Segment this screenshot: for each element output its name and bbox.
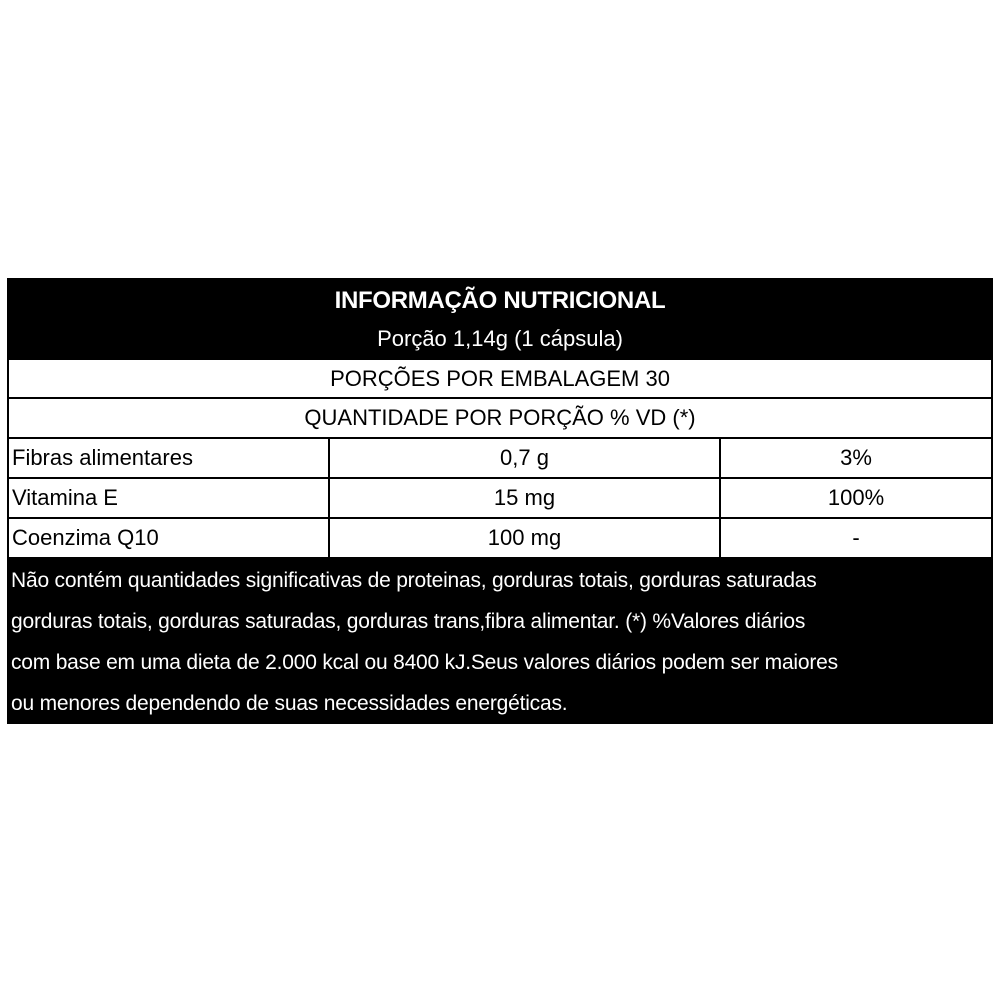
nutrient-name: Fibras alimentares <box>9 439 330 477</box>
nutrient-name: Vitamina E <box>9 479 330 517</box>
column-header: QUANTIDADE POR PORÇÃO % VD (*) <box>9 399 991 439</box>
footnote-line: Não contém quantidades significativas de proteinas, gorduras totais, gorduras saturadas <box>11 569 817 592</box>
footnote <box>11 560 989 724</box>
nutrition-table <box>9 360 991 557</box>
nutrient-daily-value: - <box>852 525 860 550</box>
nutrient-daily-value: 100% <box>827 485 885 510</box>
nutrient-amount: 15 mg <box>330 479 721 517</box>
nutrient-daily-value: 3% <box>840 445 872 470</box>
footnote-line: ou menores dependendo de suas necessidades energéticas. <box>11 692 568 715</box>
table-row <box>9 519 991 557</box>
footnote-line: gorduras totais, gorduras saturadas, gorduras trans,fibra alimentar. (*) %Valores diários <box>11 610 806 633</box>
nutrient-amount: 0,7 g <box>330 439 721 477</box>
table-row <box>9 479 991 519</box>
label-title: INFORMAÇÃO NUTRICIONAL <box>334 287 666 314</box>
table-row <box>9 439 991 479</box>
nutrient-amount: 100 mg <box>330 519 721 557</box>
footnote-line: com base em uma dieta de 2.000 kcal ou 8400 kJ.Seus valores diários podem ser maiores <box>11 651 838 674</box>
nutrient-name: Coenzima Q10 <box>9 519 330 557</box>
servings-per-package: PORÇÕES POR EMBALAGEM 30 <box>9 360 991 399</box>
nutrition-facts-label <box>7 278 993 724</box>
portion-size: Porção 1,14g (1 cápsula) <box>377 326 623 351</box>
